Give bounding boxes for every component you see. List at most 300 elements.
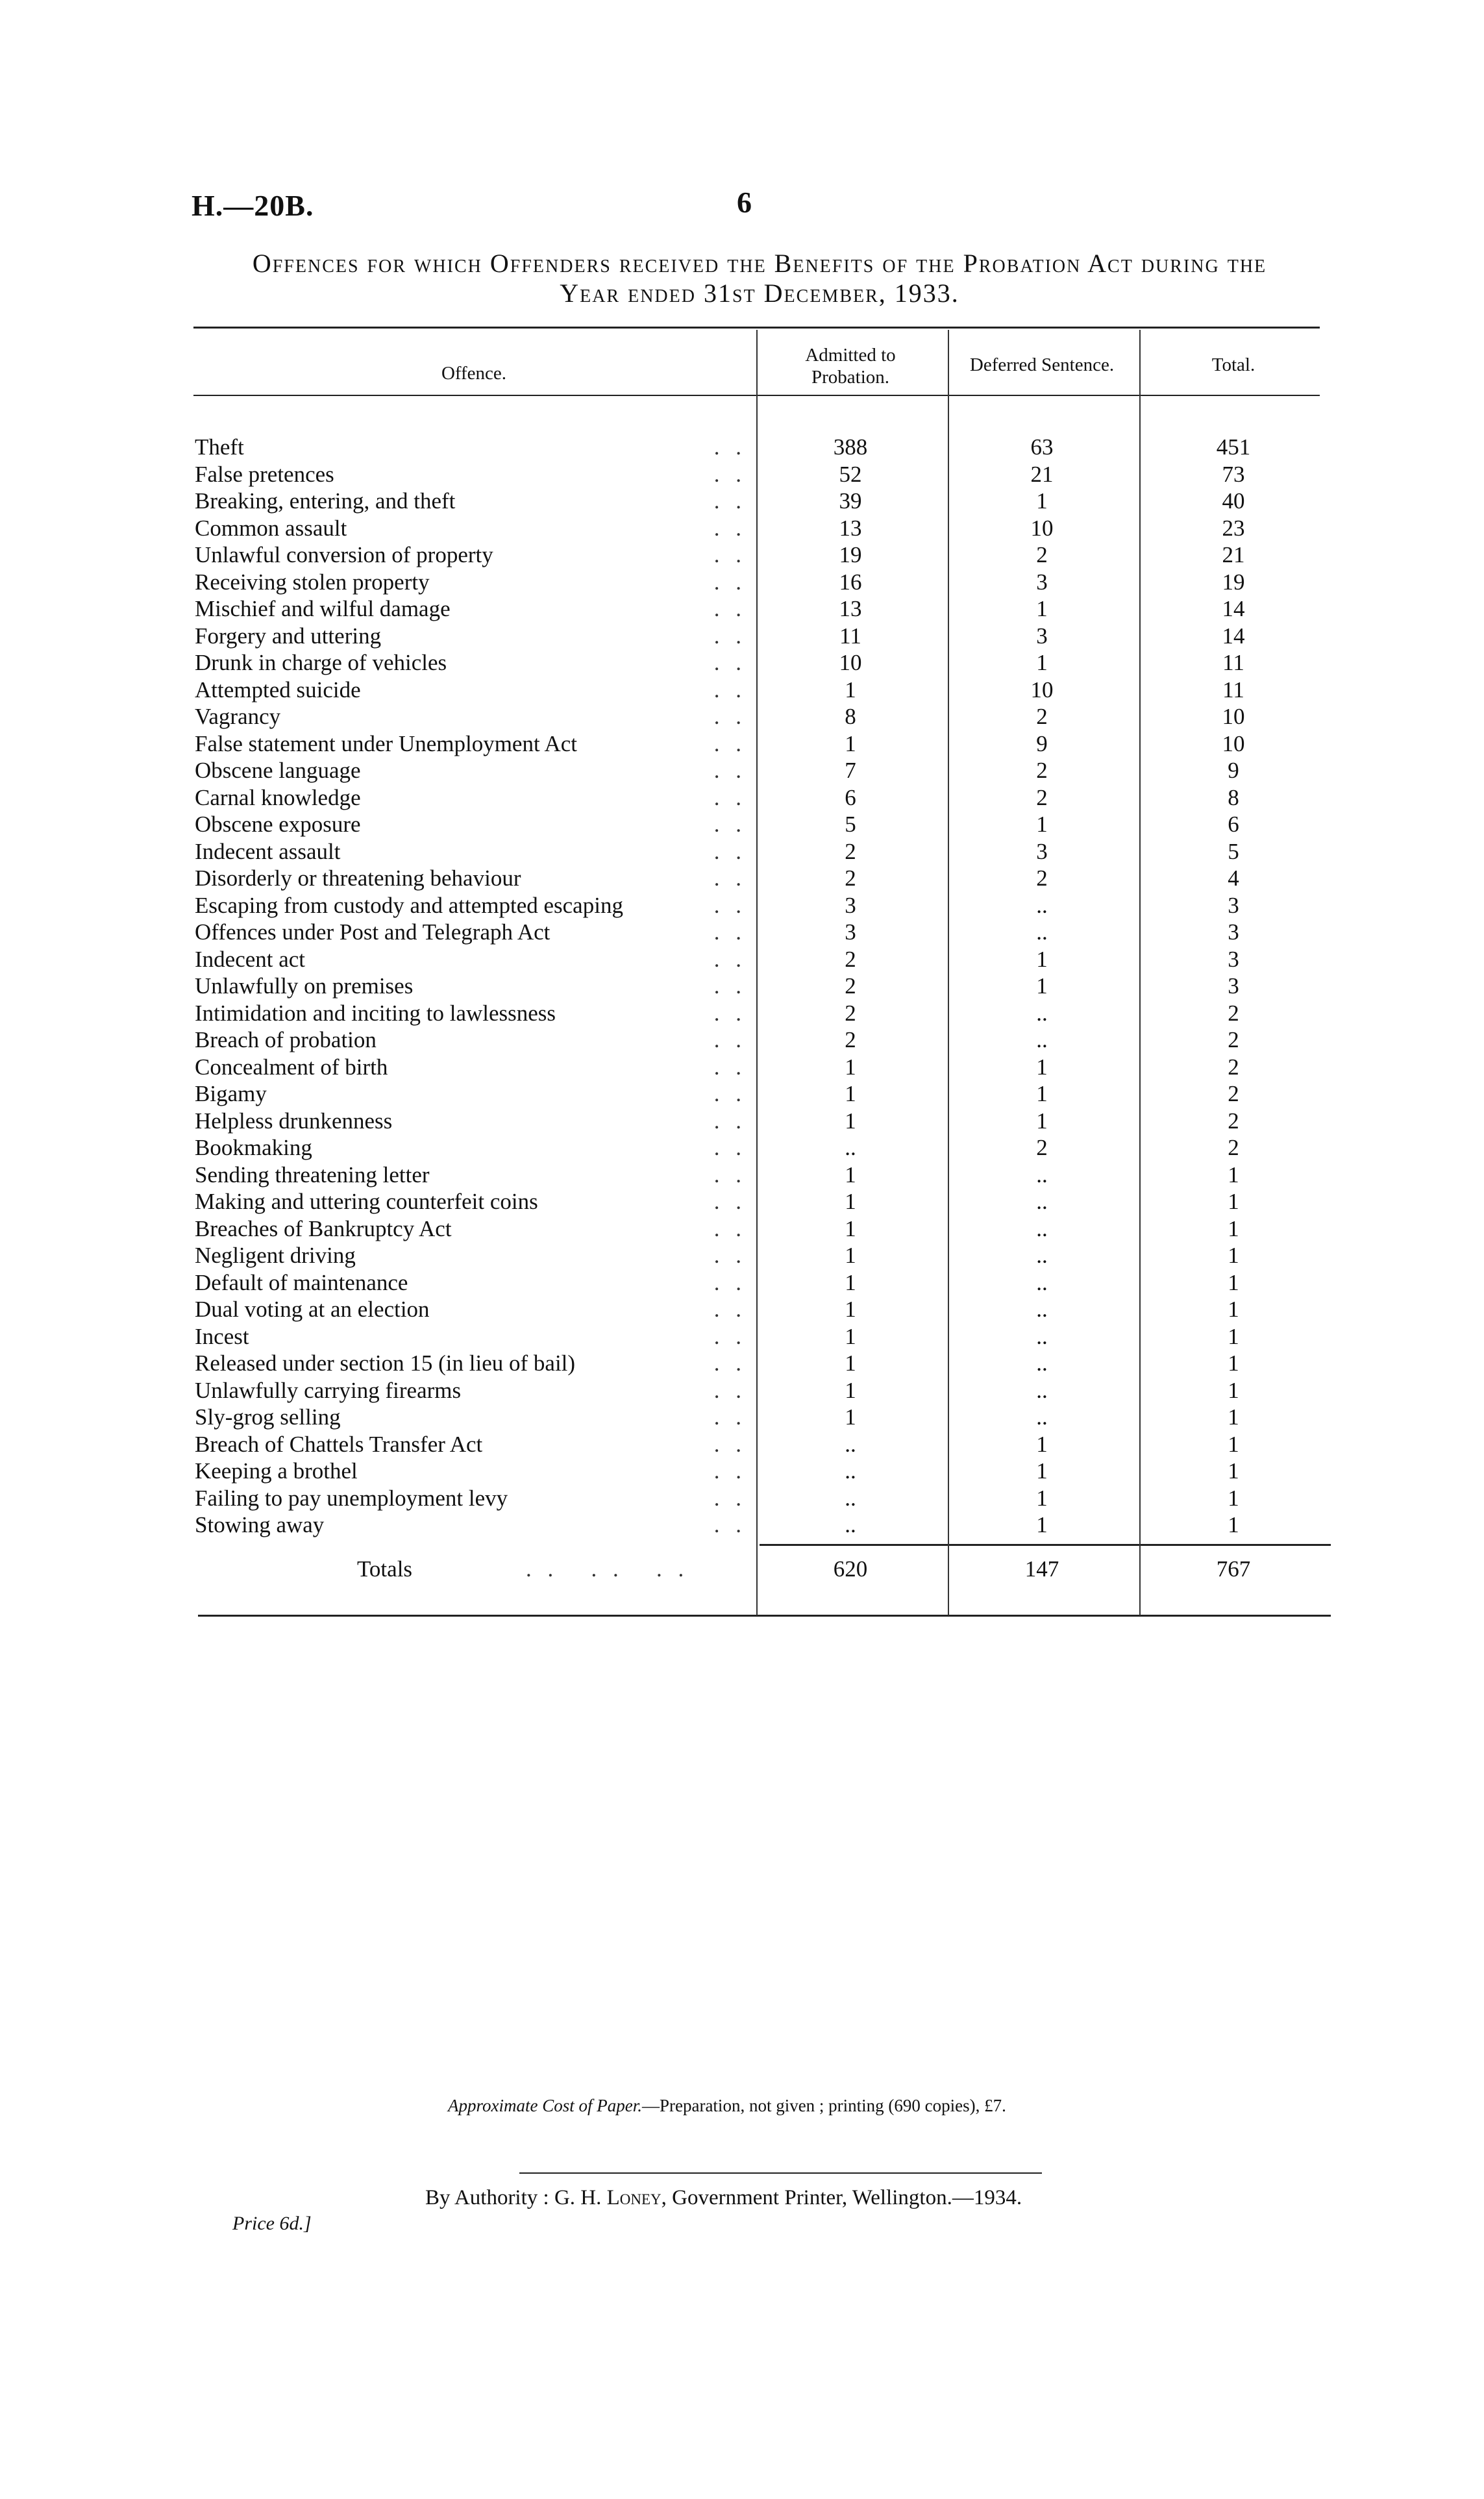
total-cell: 73 [1222, 461, 1245, 487]
deferred-cell: 1 [1036, 488, 1048, 514]
deferred-cell: 2 [1036, 784, 1048, 810]
leader-dots: . . [713, 812, 747, 837]
admitted-cell: 6 [845, 784, 856, 810]
leader-dots: . . [713, 973, 747, 999]
admitted-cell: 2 [845, 838, 856, 864]
deferred-cell: 1 [1036, 1108, 1048, 1134]
offence-name: Obscene exposure [195, 812, 365, 837]
deferred-cell: 1 [1036, 1512, 1048, 1537]
table-row [195, 434, 1328, 461]
admitted-cell: 2 [845, 946, 856, 972]
authority-prefix: By Authority : [425, 2186, 554, 2209]
admitted-cell: 1 [845, 1323, 856, 1349]
admitted-cell: 39 [839, 488, 862, 514]
offence-cell [195, 946, 747, 973]
table-row [195, 730, 1328, 758]
table-row [195, 1296, 1328, 1323]
table-row [195, 973, 1328, 1000]
offence-name: False pretences [195, 462, 338, 487]
offence-name: Sly-grog selling [195, 1404, 345, 1430]
offence-name: Failing to pay unemployment levy [195, 1486, 512, 1511]
admitted-cell: 1 [845, 1377, 856, 1403]
deferred-cell: 1 [1036, 1458, 1048, 1484]
total-cell: 19 [1222, 569, 1245, 595]
table-row [195, 1026, 1328, 1054]
admitted-cell: 1 [845, 730, 856, 756]
total-cell: 1 [1228, 1297, 1239, 1322]
total-cell: 4 [1228, 865, 1239, 891]
offence-name: Obscene language [195, 758, 365, 783]
admitted-cell: .. [845, 1512, 856, 1537]
total-cell: 6 [1228, 812, 1239, 837]
offence-name: Carnal knowledge [195, 785, 365, 810]
admitted-cell: 1 [845, 1243, 856, 1268]
offence-cell [195, 757, 747, 784]
offence-cell [195, 595, 747, 623]
offence-cell [195, 1458, 747, 1485]
table-row [195, 1377, 1328, 1404]
leader-dots: . . [713, 865, 747, 891]
deferred-cell: .. [1036, 1350, 1048, 1376]
cost-note [448, 2096, 1006, 2116]
deferred-cell: .. [1036, 1297, 1048, 1322]
leader-dots: . . [713, 1189, 747, 1214]
deferred-cell: .. [1036, 1323, 1048, 1349]
leader-dots: . . [713, 488, 747, 514]
page-reference: H.—20B. [192, 189, 314, 222]
table-row [195, 1188, 1328, 1215]
total-cell: 1 [1228, 1269, 1239, 1295]
table-row [195, 757, 1328, 784]
offence-name: False statement under Unemployment Act [195, 731, 581, 756]
table-top-rule [193, 327, 1320, 329]
table-row [195, 1215, 1328, 1243]
deferred-cell: 3 [1036, 569, 1048, 595]
table-row [195, 488, 1328, 515]
admitted-cell: 1 [845, 1215, 856, 1241]
admitted-cell: 1 [845, 1404, 856, 1430]
leader-dots: . . [713, 784, 747, 810]
table-row [195, 1080, 1328, 1108]
offence-name: Breaches of Bankruptcy Act [195, 1216, 456, 1241]
offence-cell [195, 1054, 747, 1081]
offence-cell [195, 730, 747, 758]
admitted-cell: .. [845, 1485, 856, 1511]
leader-dots: . . [713, 1108, 747, 1134]
deferred-cell: 2 [1036, 758, 1048, 783]
total-cell: 1 [1228, 1377, 1239, 1403]
offence-cell [195, 515, 747, 542]
deferred-cell: 1 [1036, 596, 1048, 621]
offence-cell [195, 973, 747, 1000]
table-row [195, 677, 1328, 704]
table-row [195, 1054, 1328, 1081]
offence-cell [195, 1080, 747, 1108]
leader-dots: . . [713, 758, 747, 783]
deferred-cell: 1 [1036, 973, 1048, 999]
deferred-cell: 1 [1036, 1485, 1048, 1511]
offence-cell [195, 434, 747, 461]
table-row [195, 1162, 1328, 1189]
offence-cell [195, 1108, 747, 1135]
total-cell: 1 [1228, 1458, 1239, 1484]
deferred-cell: 10 [1030, 515, 1054, 541]
totals-label: Totals [357, 1556, 413, 1582]
table-row [195, 569, 1328, 596]
leader-dots: . . [713, 569, 747, 595]
table-row [195, 541, 1328, 569]
admitted-cell: 5 [845, 812, 856, 837]
offence-cell [195, 703, 747, 730]
admitted-cell: 1 [845, 1189, 856, 1214]
total-cell: 14 [1222, 596, 1245, 621]
total-cell: 21 [1222, 542, 1245, 567]
deferred-cell: .. [1036, 1243, 1048, 1268]
offence-name: Making and uttering counterfeit coins [195, 1189, 542, 1214]
offence-name: Helpless drunkenness [195, 1108, 396, 1134]
offence-cell [195, 461, 747, 488]
offence-cell [195, 1162, 747, 1189]
admitted-cell: 388 [833, 434, 868, 460]
admitted-cell: 1 [845, 1162, 856, 1187]
leader-dots: . . [713, 1404, 747, 1430]
total-cell: 10 [1222, 704, 1245, 729]
table-row [195, 1350, 1328, 1377]
table-row [195, 595, 1328, 623]
total-cell: 1 [1228, 1189, 1239, 1214]
offence-name: Theft [195, 434, 248, 460]
total-cell: 1 [1228, 1323, 1239, 1349]
total-cell: 1 [1228, 1404, 1239, 1430]
table-row [195, 1108, 1328, 1135]
table-row [195, 461, 1328, 488]
table-row [195, 784, 1328, 812]
admitted-cell: .. [845, 1135, 856, 1160]
total-cell: 8 [1228, 784, 1239, 810]
offence-cell [195, 1000, 747, 1027]
deferred-cell: .. [1036, 892, 1048, 918]
total-cell: 1 [1228, 1431, 1239, 1457]
admitted-cell: 2 [845, 1027, 856, 1052]
totals-leader-dots: . . . . . . [526, 1556, 689, 1582]
leader-dots: . . [713, 1377, 747, 1403]
table-row [195, 515, 1328, 542]
totals-total: 767 [1216, 1556, 1251, 1582]
admitted-cell: 1 [845, 1081, 856, 1106]
admitted-cell: 8 [845, 704, 856, 729]
total-cell: 11 [1222, 677, 1244, 702]
total-cell: 1 [1228, 1162, 1239, 1187]
offence-name: Unlawfully carrying firearms [195, 1378, 465, 1403]
total-cell: 3 [1228, 946, 1239, 972]
admitted-cell: 1 [845, 1108, 856, 1134]
admitted-cell: 1 [845, 1054, 856, 1080]
admitted-cell: .. [845, 1458, 856, 1484]
column-header-admitted-line-1: Admitted to [805, 345, 896, 366]
admitted-cell: 1 [845, 1350, 856, 1376]
offence-name: Negligent driving [195, 1243, 360, 1268]
total-cell: 40 [1222, 488, 1245, 514]
leader-dots: . . [713, 1162, 747, 1187]
offence-name: Concealment of birth [195, 1054, 391, 1080]
total-cell: 3 [1228, 919, 1239, 945]
table-row [195, 1323, 1328, 1350]
offence-name: Intimidation and inciting to lawlessness [195, 1001, 560, 1026]
offence-table-body [195, 434, 1328, 1539]
offence-cell [195, 1026, 747, 1054]
leader-dots: . . [713, 515, 747, 541]
column-header-deferred: Deferred Sentence. [969, 354, 1115, 375]
total-cell: 14 [1222, 623, 1245, 649]
admitted-cell: 13 [839, 596, 862, 621]
leader-dots: . . [713, 1054, 747, 1080]
leader-dots: . . [713, 1431, 747, 1457]
offence-name: Default of maintenance [195, 1270, 412, 1295]
table-title-line-1: Offences for which Offenders received the Benefits of the Probation Act during the [252, 249, 1267, 278]
admitted-cell: 11 [839, 623, 861, 649]
total-cell: 1 [1228, 1350, 1239, 1376]
offence-cell [195, 1134, 747, 1162]
totals-deferred: 147 [1024, 1556, 1059, 1582]
offence-name: Dual voting at an election [195, 1297, 434, 1322]
offence-name: Common assault [195, 516, 351, 541]
admitted-cell: 52 [839, 461, 862, 487]
leader-dots: . . [713, 1135, 747, 1160]
offence-name: Forgery and uttering [195, 623, 385, 649]
column-header-offence: Offence. [441, 363, 507, 384]
total-cell: 1 [1228, 1215, 1239, 1241]
total-cell: 2 [1228, 1000, 1239, 1026]
admitted-cell: 3 [845, 892, 856, 918]
deferred-cell: 1 [1036, 650, 1048, 675]
deferred-cell: 1 [1036, 1081, 1048, 1106]
deferred-cell: .. [1036, 1269, 1048, 1295]
offence-name: Offences under Post and Telegraph Act [195, 919, 554, 945]
deferred-cell: 9 [1036, 730, 1048, 756]
deferred-cell: 2 [1036, 704, 1048, 729]
table-row [195, 865, 1328, 892]
offence-name: Escaping from custody and attempted escaping [195, 893, 627, 918]
offence-cell [195, 838, 747, 865]
deferred-cell: .. [1036, 1404, 1048, 1430]
table-row [195, 1458, 1328, 1485]
deferred-cell: 1 [1036, 1431, 1048, 1457]
table-row [195, 946, 1328, 973]
offence-cell [195, 649, 747, 677]
offence-name: Indecent assault [195, 839, 345, 864]
offence-name: Bigamy [195, 1081, 271, 1106]
admitted-cell: 13 [839, 515, 862, 541]
total-cell: 2 [1228, 1135, 1239, 1160]
table-row [195, 703, 1328, 730]
admitted-cell: 16 [839, 569, 862, 595]
deferred-cell: .. [1036, 1189, 1048, 1214]
footer-rule [519, 2172, 1042, 2174]
leader-dots: . . [713, 1512, 747, 1537]
offence-cell [195, 1350, 747, 1377]
offence-name: Sending threatening letter [195, 1162, 434, 1187]
deferred-cell: 10 [1030, 677, 1054, 702]
table-row [195, 892, 1328, 919]
offence-name: Attempted suicide [195, 677, 365, 702]
admitted-cell: 1 [845, 677, 856, 702]
table-bottom-rule [198, 1615, 1331, 1617]
offence-cell [195, 1404, 747, 1431]
deferred-cell: 63 [1030, 434, 1054, 460]
leader-dots: . . [713, 1027, 747, 1052]
offence-cell [195, 1323, 747, 1350]
offence-cell [195, 677, 747, 704]
leader-dots: . . [713, 1000, 747, 1026]
total-cell: 1 [1228, 1485, 1239, 1511]
price: Price 6d.] [232, 2213, 312, 2234]
deferred-cell: 2 [1036, 865, 1048, 891]
deferred-cell: 2 [1036, 542, 1048, 567]
admitted-cell: 1 [845, 1297, 856, 1322]
total-cell: 3 [1228, 892, 1239, 918]
leader-dots: . . [713, 434, 747, 460]
offence-cell [195, 1188, 747, 1215]
offence-cell [195, 1431, 747, 1458]
offence-name: Disorderly or threatening behaviour [195, 865, 525, 891]
leader-dots: . . [713, 838, 747, 864]
table-row [195, 1404, 1328, 1431]
admitted-cell: .. [845, 1431, 856, 1457]
leader-dots: . . [713, 1458, 747, 1484]
total-cell: 9 [1228, 758, 1239, 783]
offence-name: Breach of Chattels Transfer Act [195, 1432, 486, 1457]
table-row [195, 1134, 1328, 1162]
table-row [195, 838, 1328, 865]
printer-authority [425, 2186, 1022, 2210]
offence-cell [195, 1296, 747, 1323]
offence-cell [195, 1269, 747, 1297]
offence-cell [195, 784, 747, 812]
totals-row [195, 1555, 1328, 1584]
admitted-cell: 2 [845, 973, 856, 999]
cost-label: Approximate Cost of Paper. [448, 2096, 642, 2115]
totals-admitted: 620 [833, 1556, 868, 1582]
total-cell: 10 [1222, 730, 1245, 756]
table-row [195, 649, 1328, 677]
leader-dots: . . [713, 892, 747, 918]
column-header-total: Total. [1211, 354, 1255, 375]
deferred-cell: .. [1036, 1027, 1048, 1052]
table-row [195, 1511, 1328, 1539]
leader-dots: . . [713, 704, 747, 729]
deferred-cell: 3 [1036, 623, 1048, 649]
offence-cell [195, 892, 747, 919]
total-cell: 1 [1228, 1243, 1239, 1268]
table-row [195, 1269, 1328, 1297]
deferred-cell: 1 [1036, 946, 1048, 972]
total-cell: 5 [1228, 838, 1239, 864]
column-header-admitted [756, 344, 945, 388]
offence-name: Breach of probation [195, 1027, 380, 1052]
offence-cell [195, 1242, 747, 1269]
total-cell: 2 [1228, 1081, 1239, 1106]
offence-name: Receiving stolen property [195, 569, 434, 595]
deferred-cell: .. [1036, 1215, 1048, 1241]
table-totals-rule [760, 1544, 1331, 1546]
total-cell: 23 [1222, 515, 1245, 541]
authority-name: G. H. Loney [554, 2186, 662, 2209]
deferred-cell: 21 [1030, 461, 1054, 487]
table-row [195, 1485, 1328, 1512]
total-cell: 2 [1228, 1054, 1239, 1080]
table-row [195, 1431, 1328, 1458]
admitted-cell: 2 [845, 865, 856, 891]
authority-suffix: , Government Printer, Wellington.—1934. [661, 2186, 1022, 2209]
table-row [195, 1242, 1328, 1269]
leader-dots: . . [713, 1215, 747, 1241]
column-header-admitted-line-2: Probation. [811, 367, 890, 388]
leader-dots: . . [713, 1350, 747, 1376]
cost-text: —Preparation, not given ; printing (690 copies), £7. [641, 2096, 1006, 2115]
table-row [195, 811, 1328, 838]
offence-name: Bookmaking [195, 1135, 316, 1160]
deferred-cell: 2 [1036, 1135, 1048, 1160]
deferred-cell: 1 [1036, 1054, 1048, 1080]
offence-cell [195, 1377, 747, 1404]
deferred-cell: 1 [1036, 812, 1048, 837]
leader-dots: . . [713, 1081, 747, 1106]
offence-name: Indecent act [195, 947, 309, 972]
leader-dots: . . [713, 1269, 747, 1295]
offence-cell [195, 1511, 747, 1539]
offence-name: Stowing away [195, 1512, 328, 1537]
offence-name: Unlawfully on premises [195, 973, 417, 999]
offence-cell [195, 1215, 747, 1243]
total-cell: 3 [1228, 973, 1239, 999]
admitted-cell: 1 [845, 1269, 856, 1295]
offence-cell [195, 811, 747, 838]
leader-dots: . . [713, 946, 747, 972]
offence-name: Drunk in charge of vehicles [195, 650, 451, 675]
admitted-cell: 3 [845, 919, 856, 945]
offence-name: Incest [195, 1324, 253, 1349]
admitted-cell: 7 [845, 758, 856, 783]
leader-dots: . . [713, 461, 747, 487]
total-cell: 2 [1228, 1027, 1239, 1052]
table-row [195, 1000, 1328, 1027]
leader-dots: . . [713, 623, 747, 649]
offence-name: Vagrancy [195, 704, 284, 729]
total-cell: 451 [1216, 434, 1251, 460]
admitted-cell: 19 [839, 542, 862, 567]
offence-cell [195, 488, 747, 515]
deferred-cell: .. [1036, 1000, 1048, 1026]
table-row [195, 623, 1328, 650]
deferred-cell: .. [1036, 1377, 1048, 1403]
leader-dots: . . [713, 650, 747, 675]
leader-dots: . . [713, 596, 747, 621]
total-cell: 1 [1228, 1512, 1239, 1537]
deferred-cell: 3 [1036, 838, 1048, 864]
leader-dots: . . [713, 1323, 747, 1349]
offence-cell [195, 865, 747, 892]
leader-dots: . . [713, 1297, 747, 1322]
admitted-cell: 2 [845, 1000, 856, 1026]
offence-cell [195, 541, 747, 569]
deferred-cell: .. [1036, 919, 1048, 945]
table-title-line-2: Year ended 31st December, 1933. [560, 279, 959, 308]
deferred-cell: .. [1036, 1162, 1048, 1187]
leader-dots: . . [713, 730, 747, 756]
offence-cell [195, 623, 747, 650]
offence-name: Unlawful conversion of property [195, 542, 497, 567]
page-number: 6 [737, 186, 752, 219]
